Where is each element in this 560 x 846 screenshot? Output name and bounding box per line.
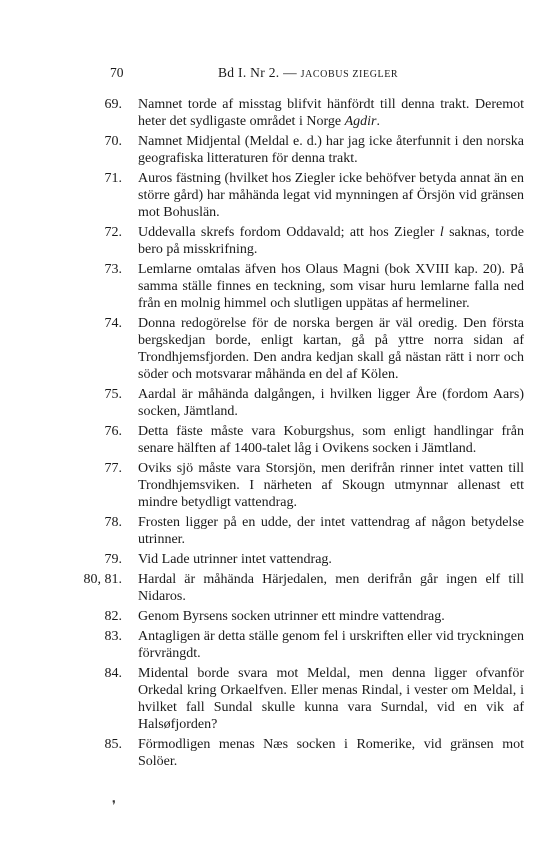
endnote-number: 71.: [104, 171, 122, 186]
endnote-text: Namnet Midjental (Meldal e. d.) har jag icke återfunnit i den norska geografiska litteraturen för denna trakt.: [138, 134, 524, 166]
endnote: [0, 571, 560, 605]
endnote-number: 70.: [104, 134, 122, 149]
endnote-number: 77.: [104, 461, 122, 476]
endnote: [0, 460, 560, 511]
running-title: [218, 65, 398, 81]
endnote: [0, 423, 560, 457]
endnote: [0, 514, 560, 548]
endnote: [0, 608, 560, 625]
endnote-number: 75.: [104, 387, 122, 402]
endnote-text: Aardal är måhända dalgången, i hvilken ligger Åre (fordom Aars) socken, Jämtland.: [138, 387, 524, 419]
author-name: JACOBUS ZIEGLER: [300, 69, 399, 80]
endnote-number: 80, 81.: [83, 572, 122, 587]
page-number: 70: [110, 65, 124, 80]
italic-term: Agdir: [344, 114, 377, 129]
print-speck: ❜: [112, 798, 116, 812]
endnote-number: 84.: [104, 666, 122, 681]
endnote-number: 73.: [104, 262, 122, 277]
volume-issue: Bd I. Nr 2. —: [218, 65, 297, 80]
endnote: [0, 736, 560, 770]
endnote: [0, 628, 560, 662]
endnote-number: 69.: [104, 97, 122, 112]
endnote-text: Detta fäste måste vara Koburgshus, som enligt handlingar från senare hälften af 1400-talet låg i Ovikens socken i Jämtland.: [138, 424, 524, 456]
endnote: [0, 315, 560, 383]
italic-term: l: [439, 225, 444, 240]
endnote: [0, 170, 560, 221]
endnote-text: Förmodligen menas Næs socken i Romerike, vid gränsen mot Solöer.: [138, 737, 524, 769]
endnote-text: Namnet torde af misstag blifvit hänfördt till denna trakt. Deremot heter det sydligaste området i Norge Agdir.: [138, 97, 524, 129]
endnote-text: Hardal är måhända Härjedalen, men derifrån går ingen elf till Nidaros.: [138, 572, 524, 604]
endnote-text: Vid Lade utrinner intet vattendrag.: [138, 552, 332, 567]
running-header: [110, 65, 510, 83]
endnotes-list: [0, 96, 560, 773]
endnote: [0, 96, 560, 130]
endnote-text: Frosten ligger på en udde, der intet vattendrag af någon betydelse utrinner.: [138, 515, 524, 547]
endnote: [0, 224, 560, 258]
endnote-number: 76.: [104, 424, 122, 439]
endnote-text: Midental borde svara mot Meldal, men denna ligger ofvanför Orkedal kring Orkaelfven. Eller menas Rindal, i vester om Meldal, i hvilket fall Sundal skulle kunna vara Surndal, vid en vik af Halsøfjorden?: [138, 666, 524, 732]
endnote: [0, 386, 560, 420]
endnote-text: Auros fästning (hvilket hos Ziegler icke behöfver betyda annat än en större gård) har måhända legat vid mynningen af Örsjön vid gränsen mot Bohuslän.: [138, 171, 524, 220]
endnote-text: Genom Byrsens socken utrinner ett mindre vattendrag.: [138, 609, 445, 624]
endnote-text: Donna redogörelse för de norska bergen är väl oredig. Den första bergskedjan borde, enligt kartan, gå på yttre norra sidan af Trondhjemsfjorden. Den andra kedjan skall gå nästan rätt i norr och söder och motsvarar måhända en del af Kölen.: [138, 316, 524, 382]
endnote-text: Uddevalla skrefs fordom Oddavald; att hos Ziegler l saknas, torde bero på misskrifning.: [138, 225, 525, 257]
endnote-number: 72.: [104, 225, 122, 240]
endnote: [0, 133, 560, 167]
endnote: [0, 261, 560, 312]
endnote-number: 78.: [104, 515, 122, 530]
endnote-number: 83.: [104, 629, 122, 644]
endnote-text: Oviks sjö måste vara Storsjön, men derifrån rinner intet vatten till Trondhjemsviken. I närheten af Skougn utmynnar allenast ett mindre betydligt vattendrag.: [138, 461, 524, 510]
endnote-text: Lemlarne omtalas äfven hos Olaus Magni (bok XVIII kap. 20). På samma ställe finnes en teckning, som visar huru lemlarne falla ned från en molnig himmel och slutligen uppätas af hermeliner.: [138, 262, 524, 311]
endnote-text: Antagligen är detta ställe genom fel i urskriften eller vid tryckningen förvrängdt.: [138, 629, 524, 661]
endnote-number: 85.: [104, 737, 122, 752]
endnote-number: 79.: [104, 552, 122, 567]
endnote-number: 82.: [104, 609, 122, 624]
endnote: [0, 665, 560, 733]
endnote: [0, 551, 560, 568]
endnote-number: 74.: [104, 316, 122, 331]
